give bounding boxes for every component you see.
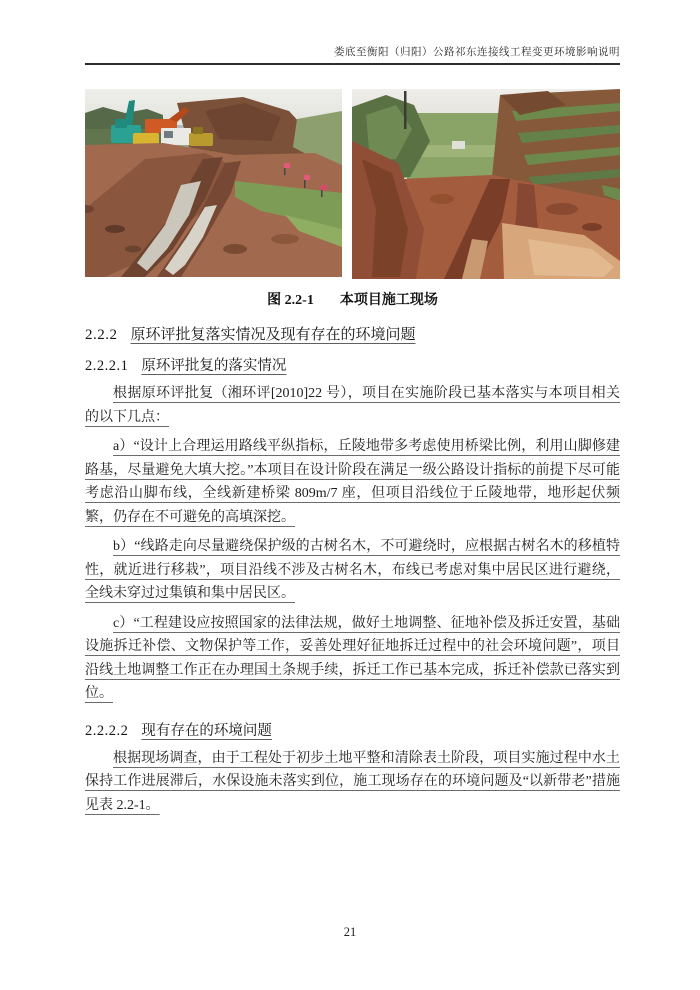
- paragraph-intro: 根据原环评批复（湘环评[2010]22 号），项目在实施阶段已基本落实与本项目相关的以下几点：: [85, 386, 620, 425]
- running-header: 娄底至衡阳（归阳）公路祁东连接线工程变更环境影响说明: [85, 44, 620, 65]
- paragraph-site-survey: 根据现场调查，由于工程处于初步土地平整和清除表土阶段，项目实施过程中水土保持工作进展滞后，水保设施未落实到位，施工现场存在的环境问题及“以新带老”措施见表 2.2-1。: [85, 750, 620, 813]
- construction-photo-left: [85, 89, 342, 277]
- figure-caption-label: 图 2.2-1: [267, 293, 314, 308]
- paragraph-item-a: a）“设计上合理运用路线平纵指标，丘陵地带多考虑使用桥梁比例，利用山脚修建路基，尽量避免大填大挖。”本项目在设计阶段在满足一级公路设计指标的前提下尽可能考虑沿山脚布线，全线新建桥梁 809m/7 座，但项目沿线位于丘陵地带，地形起伏频繁，仍存在不可避免的高填深挖。: [85, 439, 620, 525]
- section-title: 现有存在的环境问题: [141, 722, 272, 739]
- paragraph-item-b: b）“线路走向尽量避绕保护级的古树名木，不可避绕时，应根据古树名木的移植特性，就近进行移栽”，项目沿线不涉及古树名木，布线已考虑对集中居民区进行避绕，全线未穿过过集镇和集中居民区。: [85, 539, 620, 601]
- section-number: 2.2.2: [85, 327, 118, 343]
- paragraph-item-c: c）“工程建设应按照国家的法律法规，做好土地调整、征地补偿及拆迁安置，基础设施拆迁补偿、文物保护等工作，妥善处理好征地拆迁过程中的社会环境问题”，项目沿线土地调整工作正在办理国土条规手续，拆迁工作已基本完成，拆迁补偿款已落实到位。: [85, 615, 620, 701]
- construction-photo-left-image: [85, 89, 342, 277]
- photo-mud-road: [85, 143, 342, 277]
- figure-photos: [85, 89, 620, 279]
- figure-caption-title: 本项目施工现场: [339, 293, 438, 308]
- section-title: 原环评批复落实情况及现有存在的环境问题: [130, 327, 416, 343]
- page-number: 21: [343, 925, 357, 939]
- construction-photo-right-image: [352, 89, 620, 279]
- section-number: 2.2.2.2: [85, 722, 129, 739]
- section-heading-2-2-2-2: [85, 719, 620, 740]
- construction-photo-right: [352, 89, 620, 279]
- section-title: 原环评批复的落实情况: [141, 358, 287, 374]
- section-heading-2-2-2: [85, 323, 620, 344]
- figure-caption: [85, 289, 620, 309]
- section-number: 2.2.2.1: [85, 358, 129, 374]
- section-heading-2-2-2-1: [85, 354, 620, 375]
